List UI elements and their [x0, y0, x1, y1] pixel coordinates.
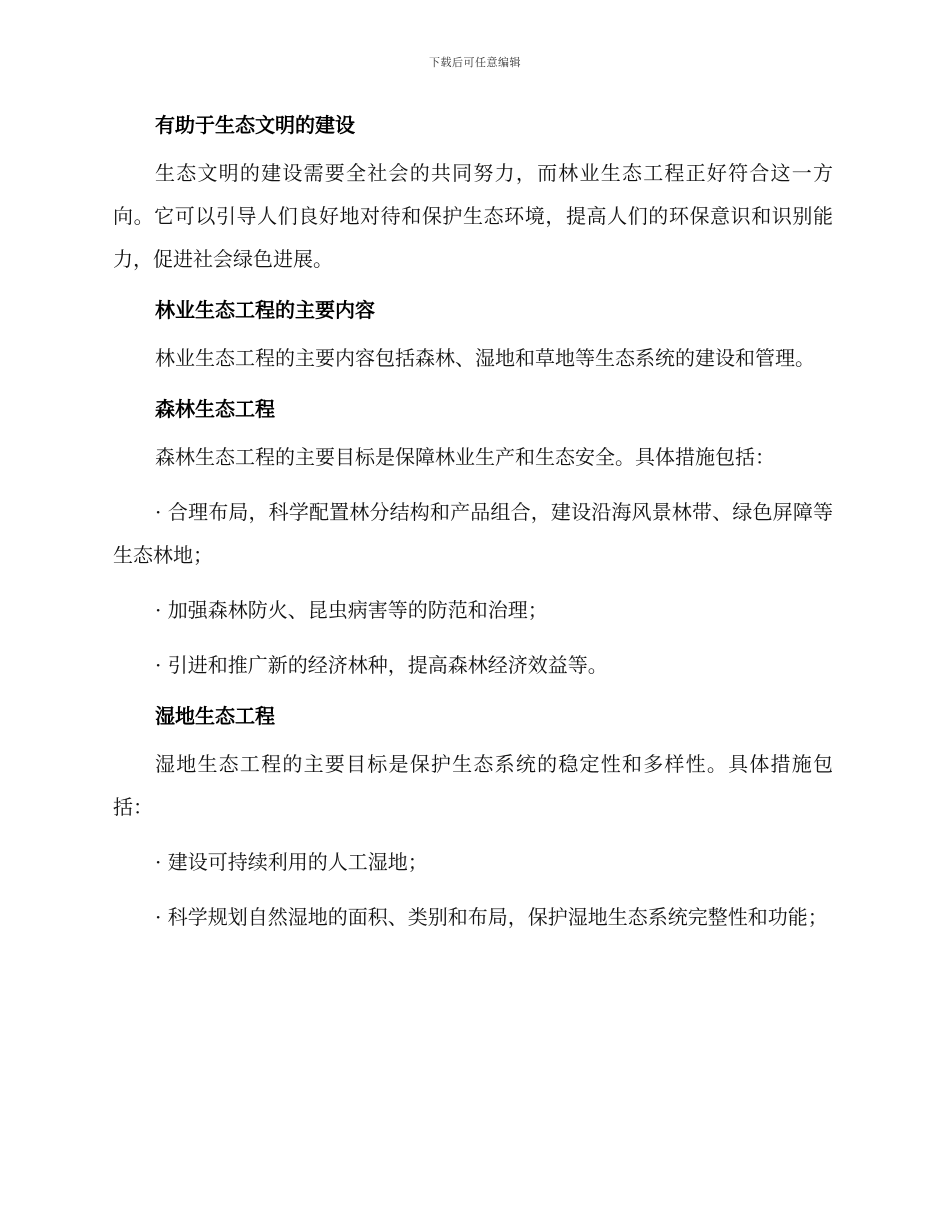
paragraph: 林业生态工程的主要内容包括森林、湿地和草地等生态系统的建设和管理。: [155, 346, 815, 370]
page-header: 下载后可任意编辑: [429, 56, 521, 69]
bullet-item: · 科学规划自然湿地的面积、类别和布局，保护湿地生态系统完整性和功能；: [155, 905, 828, 929]
section-heading: 森林生态工程: [155, 397, 275, 421]
bullet-item: · 合理布局，科学配置林分结构和产品组合，建设沿海风景林带、绿色屏障等生态林地；: [113, 500, 833, 567]
section-heading: 有助于生态文明的建设: [155, 113, 355, 137]
bullet-item: · 建设可持续利用的人工湿地；: [155, 850, 428, 874]
bullet-item: · 引进和推广新的经济林种，提高森林经济效益等。: [155, 653, 608, 677]
paragraph: 森林生态工程的主要目标是保障林业生产和生态安全。具体措施包括：: [155, 445, 775, 469]
section-heading: 湿地生态工程: [155, 704, 275, 728]
paragraph: 生态文明的建设需要全社会的共同努力，而林业生态工程正好符合这一方向。它可以引导人们良好地对待和保护生态环境，提高人们的环保意识和识别能力，促进社会绿色进展。: [113, 161, 833, 271]
section-heading: 林业生态工程的主要内容: [155, 298, 375, 322]
document-body: [113, 108, 833, 951]
bullet-item: · 加强森林防火、昆虫病害等的防范和治理；: [155, 598, 548, 622]
paragraph: 湿地生态工程的主要目标是保护生态系统的稳定性和多样性。具体措施包括：: [113, 752, 833, 819]
